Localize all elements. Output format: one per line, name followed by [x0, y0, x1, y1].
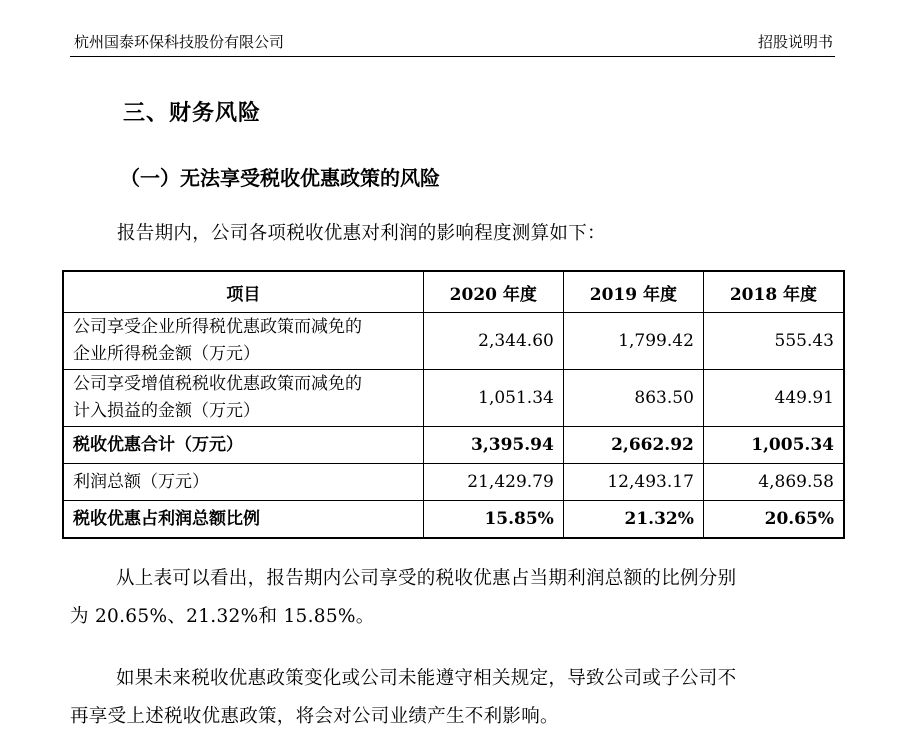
cell-2018: 1,005.34 [703, 427, 844, 464]
cell-2019: 2,662.92 [563, 427, 703, 464]
company-name: 杭州国泰环保科技股份有限公司 [74, 33, 285, 51]
paragraph-line: 从上表可以看出，报告期内公司享受的税收优惠占当期利润总额的比例分别 [116, 568, 737, 589]
paragraph-line: 再享受上述税收优惠政策，将会对公司业绩产生不利影响。 [70, 706, 559, 727]
row-label: 利润总额（万元） [63, 464, 423, 501]
table-row [63, 370, 844, 427]
cell-2018: 20.65% [703, 501, 844, 539]
table-row [63, 313, 844, 370]
cell-2020: 2,344.60 [423, 313, 563, 370]
tax-incentive-table [62, 270, 845, 539]
cell-2018: 4,869.58 [703, 464, 844, 501]
header-2019: 2019 年度 [563, 271, 703, 313]
cell-2020: 1,051.34 [423, 370, 563, 427]
risk-paragraph [70, 660, 840, 736]
cell-2018: 449.91 [703, 370, 844, 427]
paragraph-line: 为 20.65%、21.32%和 15.85%。 [70, 606, 375, 627]
paragraph-line: 如果未来税收优惠政策变化或公司未能遵守相关规定，导致公司或子公司不 [116, 668, 737, 689]
header-2020: 2020 年度 [423, 271, 563, 313]
page-header [70, 22, 835, 57]
section-title: 三、财务风险 [123, 101, 262, 126]
subsection-title: （一）无法享受税收优惠政策的风险 [120, 166, 440, 190]
table-row-total [63, 427, 844, 464]
row-label-line: 公司享受增值税税收优惠政策而减免的 [73, 374, 362, 394]
table-row-ratio [63, 501, 844, 539]
table-header-row [63, 271, 844, 313]
cell-2020: 15.85% [423, 501, 563, 539]
row-label-line: 公司享受企业所得税优惠政策而减免的 [73, 317, 362, 337]
row-label [63, 370, 423, 427]
cell-2019: 863.50 [563, 370, 703, 427]
row-label-line: 企业所得税金额（万元） [73, 344, 260, 364]
cell-2019: 1,799.42 [563, 313, 703, 370]
analysis-paragraph [70, 560, 840, 636]
document-type: 招股说明书 [757, 33, 833, 51]
cell-2020: 21,429.79 [423, 464, 563, 501]
row-label: 税收优惠占利润总额比例 [63, 501, 423, 539]
table-row [63, 464, 844, 501]
cell-2019: 21.32% [563, 501, 703, 539]
row-label-line: 计入损益的金额（万元） [73, 401, 260, 421]
row-label [63, 313, 423, 370]
cell-2020: 3,395.94 [423, 427, 563, 464]
intro-paragraph: 报告期内，公司各项税收优惠对利润的影响程度测算如下： [117, 223, 606, 244]
header-item: 项目 [63, 271, 423, 313]
cell-2018: 555.43 [703, 313, 844, 370]
row-label: 税收优惠合计（万元） [63, 427, 423, 464]
cell-2019: 12,493.17 [563, 464, 703, 501]
header-2018: 2018 年度 [703, 271, 844, 313]
